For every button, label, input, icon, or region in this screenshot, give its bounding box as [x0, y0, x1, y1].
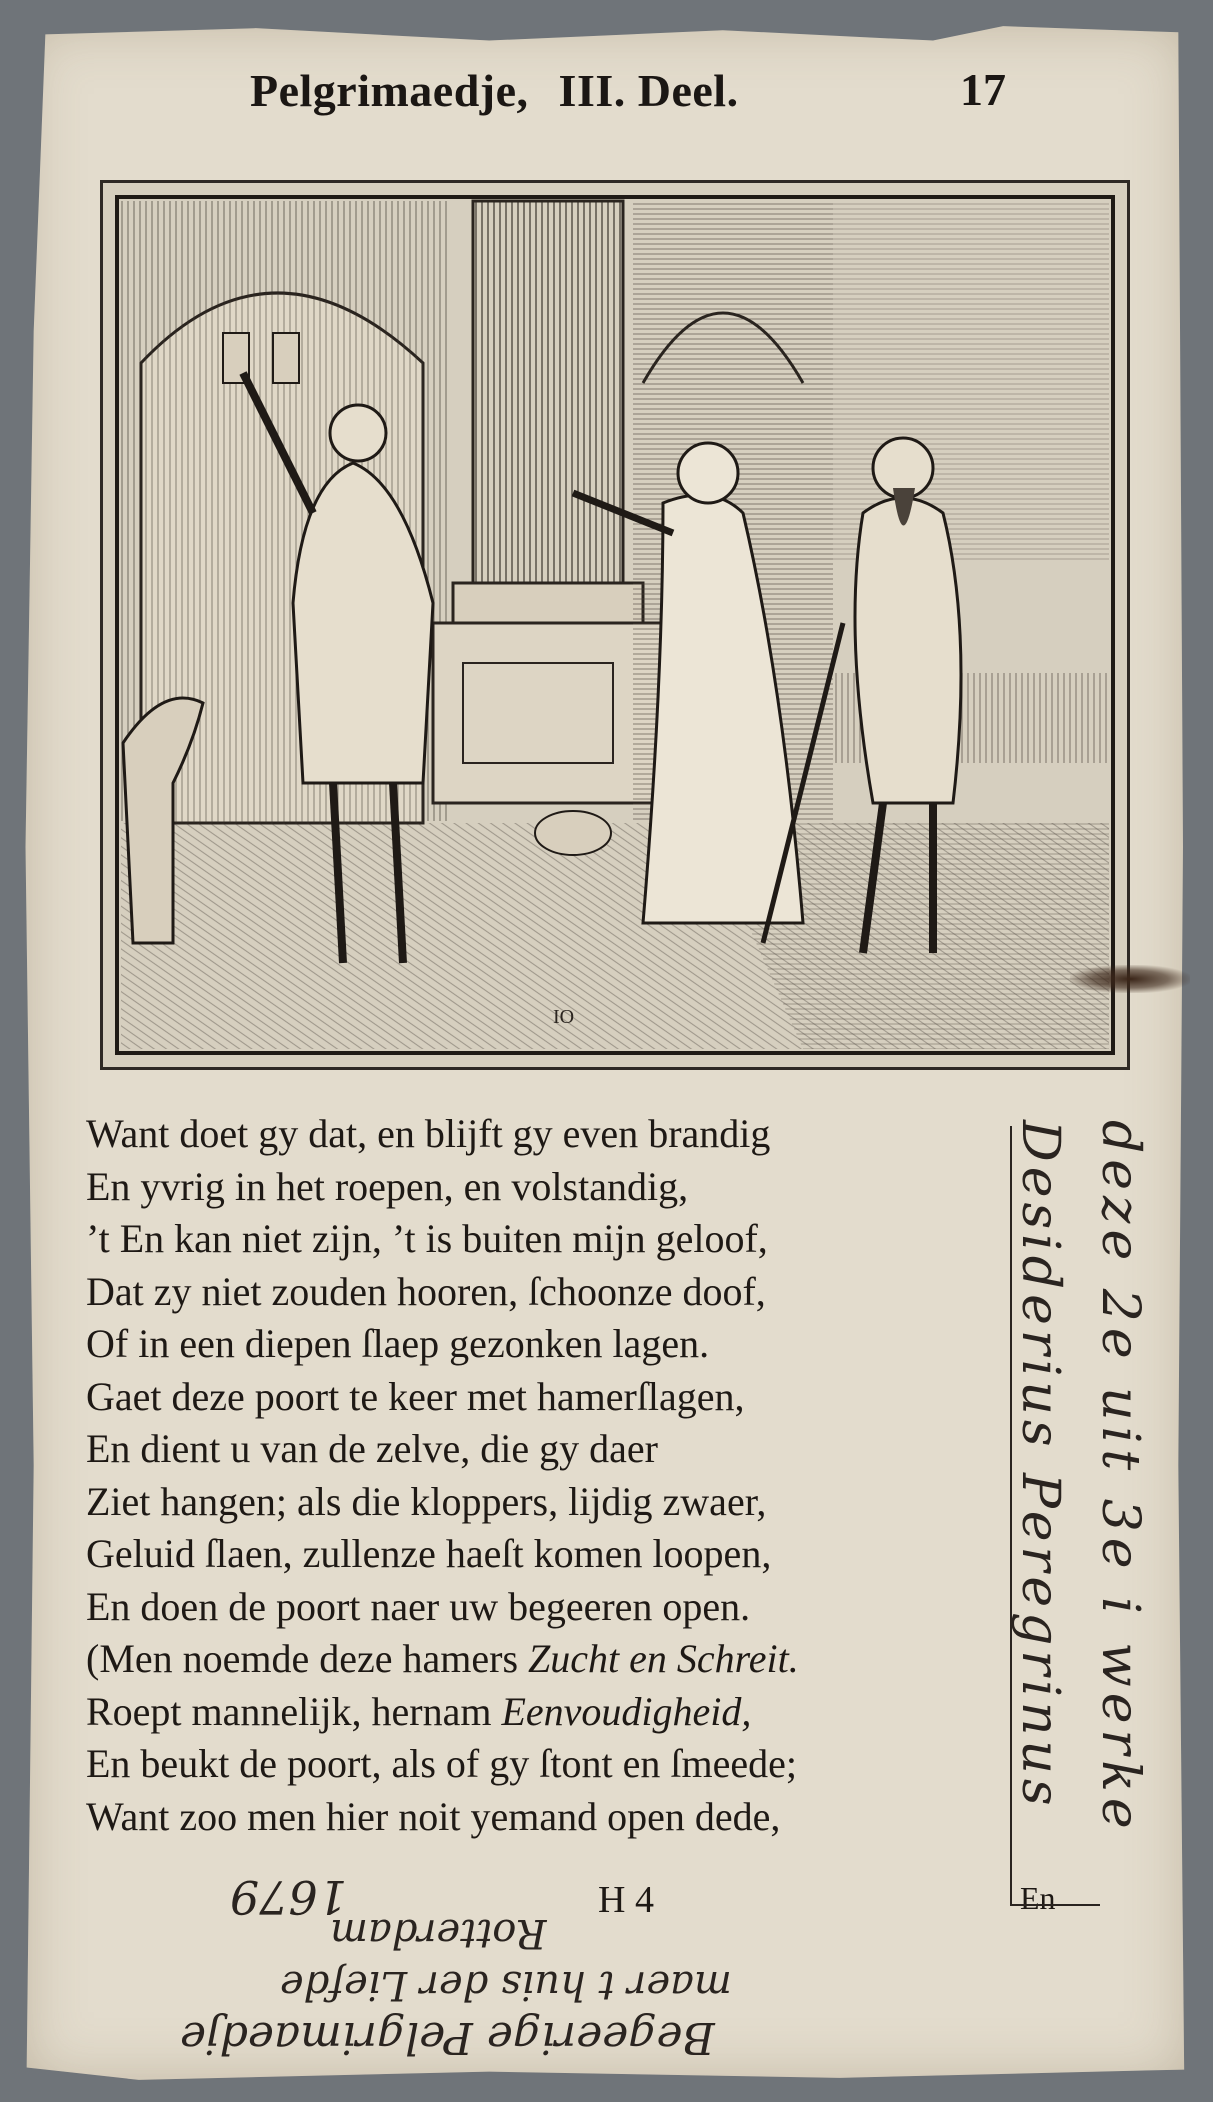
- verse-line: Ziet hangen; als die kloppers, lijdig zwaer,: [86, 1478, 767, 1524]
- signature-mark: H 4: [598, 1879, 654, 1921]
- verse-line: En beukt de poort, als of gy ſtont en ſmeede;: [86, 1741, 797, 1786]
- knocker-right: [273, 333, 299, 383]
- verse-italic-names: Zucht en Schreit.: [528, 1636, 799, 1681]
- verse-line: [86, 1686, 1026, 1739]
- verse-line-text: Roept mannelijk, hernam: [86, 1688, 502, 1734]
- column-base: [453, 583, 643, 623]
- handwritten-place: Rotterdam: [330, 1910, 547, 1956]
- handwritten-margin-note-1: deze 2e uit 3e i werke: [1090, 1120, 1150, 1835]
- verse-line: Geluid ſlaen, zullenze haeſt komen loopen,: [86, 1531, 772, 1576]
- running-title: Pelgrimaedje,: [250, 64, 529, 116]
- handwritten-margin-note-2: Desiderius Peregrinus: [1010, 1120, 1070, 1811]
- verse-line-text: (Men noemde deze hamers: [86, 1636, 529, 1681]
- verse-line: En yvrig in het roepen, en volstandig,: [86, 1163, 689, 1209]
- old-man-figure: [855, 498, 961, 803]
- verse-line: Of in een diepen ſlaep gezonken lagen.: [86, 1321, 710, 1366]
- page-number: 17: [960, 64, 1006, 115]
- running-part: III. Deel.: [558, 64, 739, 116]
- handwritten-date: 1679: [230, 1870, 348, 1924]
- verse-line: ’t En kan niet zijn, ’t is buiten mijn geloof,: [86, 1216, 768, 1261]
- verse-line: Want zoo men hier noit yemand open dede,: [86, 1793, 781, 1839]
- column-shaft: [473, 201, 623, 591]
- catchword: En: [1020, 1880, 1056, 1916]
- verse-line: [86, 1633, 1026, 1686]
- handwritten-title: Begeerige Pelgrimaedje: [180, 2012, 715, 2063]
- verse-line: En dient u van de zelve, die gy daer: [86, 1426, 658, 1471]
- verse-line: Want doet gy dat, en blijft gy even brandig: [86, 1111, 771, 1156]
- ink-stain: [1070, 965, 1190, 993]
- verse-line: Dat zy niet zouden hooren, ſchoonze doof,: [86, 1268, 766, 1314]
- handwritten-bracket-foot: [1010, 1904, 1100, 1906]
- engraving-illustration: [103, 183, 1127, 1067]
- hen: [535, 811, 611, 855]
- engraving-plate: [100, 180, 1130, 1070]
- running-head: [250, 60, 1050, 120]
- pedestal: [433, 623, 663, 803]
- handwritten-owner-note: maer t huis der Liefde: [280, 1962, 732, 2008]
- verse-line: En doen de poort naer uw begeeren open.: [86, 1583, 751, 1629]
- engraver-monogram: IO: [553, 1006, 575, 1028]
- verse-italic-name: Eenvoudigheid,: [501, 1688, 752, 1734]
- verse-line: Gaet deze poort te keer met hamerſlagen,: [86, 1373, 745, 1419]
- verse-block: [86, 1108, 1026, 1843]
